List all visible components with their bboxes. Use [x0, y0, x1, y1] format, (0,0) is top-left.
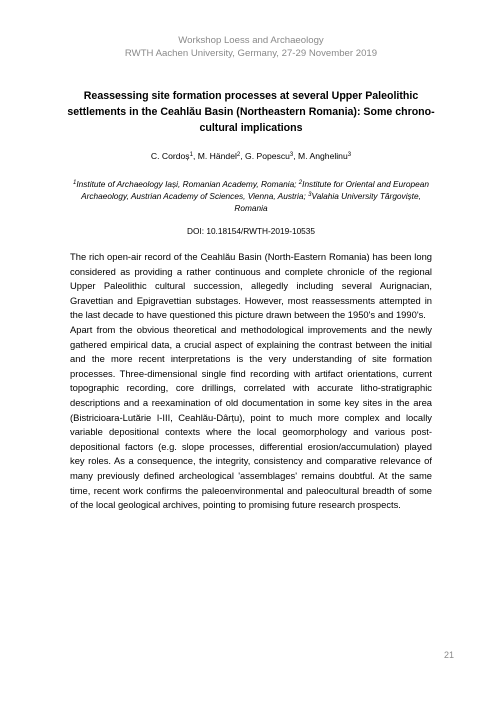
doi: DOI: 10.18154/RWTH-2019-10535 [186, 226, 316, 236]
running-header [0, 34, 502, 60]
author-name: M. Händel [197, 151, 237, 161]
author-affiliation-mark: 3 [289, 152, 294, 158]
header-venue: RWTH Aachen University, Germany, 27-29 November 2019 [124, 48, 378, 59]
abstract-paragraph: Apart from the obvious theoretical and methodological improvements and the newly gathered empirical data, a crucial aspect of explaining the contrast between the initial and the more recent interpretations is the very understanding of site formation processes. Three-dimensional single find recording with artifact orientations, current topographic recording, core drillings, correlated with accurate litho-stratigraphic descriptions and a reexamination of old documentation in some key sites in the area (Bistricioara-Lutărie I-III, Ceahlău-Dârțu), point to much more complex and locally variable depositional contexts where the local geomorphology and various post-depositional factors (e.g. slope processes, differential erosion/accumulation) played key roles. As a consequence, the integrity, consistency and comparative relevance of many previously defined archeological 'assemblages' remains doubtful. At the same time, recent work confirms the paleoenvironmental and paleocultural breadth of some of the local geological archives, pointing to promising future research prospects. [70, 323, 432, 511]
affiliation-text: Institute of Archaeology Iași, Romanian Academy, Romania; [76, 179, 299, 189]
author-affiliation-mark: 1 [189, 152, 193, 158]
affiliation-mark: 1 [73, 180, 77, 186]
abstract-paragraph: The rich open-air record of the Ceahlău Basin (North-Eastern Romania) has been long considered as providing a rather continuous and complete chronicle of the regional Upper Paleolithic cultural succession, allegedly including several Aurignacian, Gravettian and Epigravettian substages. However, most reassessments attempted in the last decade to have questioned this picture drawn between the 1950's and 1990's. [70, 251, 432, 321]
page-number: 21 [443, 650, 454, 660]
affiliations [65, 178, 437, 214]
paper-title: Reassessing site formation processes at several Upper Paleolithic settlements in the Ceahlău Basin (Northeastern Romania): Some chrono-cultural implications [67, 90, 435, 134]
affiliation-mark: 2 [298, 180, 303, 186]
affiliation-text: Valahia University Târgoviște, Romania [234, 191, 421, 213]
author-list: C. Cordoș$^1$, M. Händel$^2$, G. Popescu$^3$, M. Anghelinu$^3$ [150, 151, 352, 161]
author-name: G. Popescu [245, 151, 290, 161]
header-workshop: Workshop Loess and Archaeology [178, 35, 324, 46]
author-name: M. Anghelinu [298, 151, 348, 161]
author-affiliation-mark: 3 [347, 152, 352, 158]
affiliation-text: Institute for Oriental and European Archaeology, Austrian Academy of Sciences, Vienna, Austria; [81, 179, 429, 201]
affiliation-mark: 3 [308, 192, 312, 198]
abstract-body [70, 250, 432, 513]
author-name: C. Cordoș [150, 151, 190, 161]
author-affiliation-mark: 2 [236, 152, 241, 158]
